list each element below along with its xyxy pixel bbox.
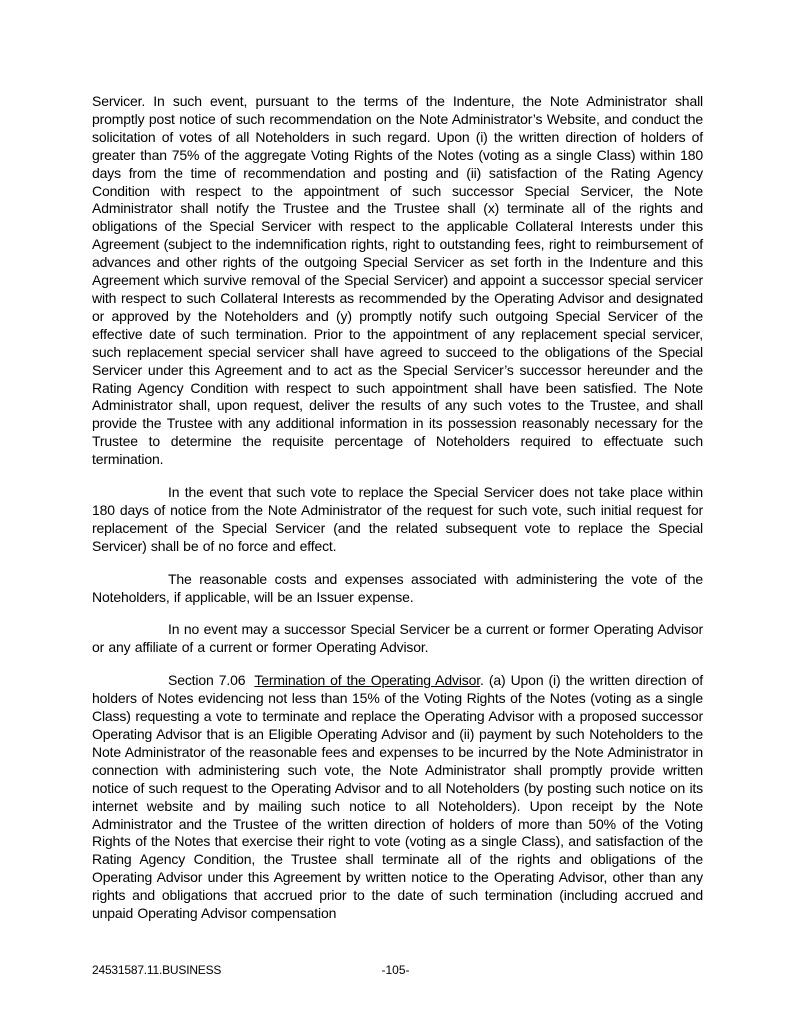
- page-number: -105-: [381, 963, 410, 977]
- paragraph-successor-restriction: In no event may a successor Special Servicer be a current or former Operating Advisor or any affiliate of a current or former Operating Advisor.: [92, 621, 703, 656]
- page-footer: [0, 963, 791, 983]
- paragraph-special-servicer-termination: Servicer. In such event, pursuant to the terms of the Indenture, the Note Administrator shall promptly post notice of such recommendation on the Note Administrator’s Website, and conduct the solicitation of votes of all Noteholders in such regard. Upon (i) the written direction of holders of greater than 75% of the aggregate Voting Rights of the Notes (voting as a single Class) within 180 days from the time of recommendation and posting and (ii) satisfaction of the Rating Agency Condition with respect to the appointment of such successor Special Servicer, the Note Administrator shall notify the Trustee and the Trustee shall (x) terminate all of the rights and obligations of the Special Servicer with respect to the applicable Collateral Interests under this Agreement (subject to the indemnification rights, right to outstanding fees, right to reimbursement of advances and other rights of the outgoing Special Servicer as set forth in the Indenture and this Agreement which survive removal of the Special Servicer) and appoint a successor special servicer with respect to such Collateral Interests as recommended by the Operating Advisor and designated or approved by the Noteholders and (y) promptly notify such outgoing Special Servicer of the effective date of such termination. Prior to the appointment of any replacement special servicer, such replacement special servicer shall have agreed to succeed to the obligations of the Special Servicer under this Agreement and to act as the Special Servicer’s successor hereunder and the Rating Agency Condition with respect to such appointment shall have been satisfied. The Note Administrator shall, upon request, deliver the results of any such votes to the Trustee, and shall provide the Trustee with any additional information in its possession reasonably necessary for the Trustee to determine the requisite percentage of Noteholders required to effectuate such termination.: [92, 93, 703, 468]
- section-heading: Termination of the Operating Advisor: [254, 672, 481, 689]
- section-number: Section 7.06: [168, 672, 246, 689]
- paragraph-vote-costs: The reasonable costs and expenses associated with administering the vote of the Noteholders, if applicable, will be an Issuer expense.: [92, 570, 703, 605]
- section-body-text: . (a) Upon (i) the written direction of holders of Notes evidencing not less than 15% of the Voting Rights of the Notes (voting as a single Class) requesting a vote to terminate and replace the Operating Advisor with a proposed successor Operating Advisor that is an Eligible Operating Advisor and (ii) payment by such Noteholders to the Note Administrator of the reasonable fees and expenses to be incurred by the Note Administrator in connection with administering such vote, the Note Administrator shall promptly provide written notice of such request to the Operating Advisor and to all Noteholders (by posting such notice on its internet website and by mailing such notice to all Noteholders). Upon receipt by the Note Administrator and the Trustee of the written direction of holders of more than 50% of the Voting Rights of the Notes that exercise their right to vote (voting as a single Class), and satisfaction of the Rating Agency Condition, the Trustee shall terminate all of the rights and obligations of the Operating Advisor under this Agreement by written notice to the Operating Advisor, other than any rights and obligations that accrued prior to the date of such termination (including accrued and unpaid Operating Advisor compensation: [92, 672, 703, 922]
- document-id: 24531587.11.BUSINESS: [92, 963, 222, 977]
- paragraph-section-7-06: [92, 672, 703, 923]
- paragraph-replacement-vote-expiry: In the event that such vote to replace the Special Servicer does not take place within 180 days of notice from the Note Administrator of the request for such vote, such initial request for replacement of the Special Servicer (and the related subsequent vote to replace the Special Servicer) shall be of no force and effect.: [92, 484, 703, 554]
- document-body: [92, 93, 703, 938]
